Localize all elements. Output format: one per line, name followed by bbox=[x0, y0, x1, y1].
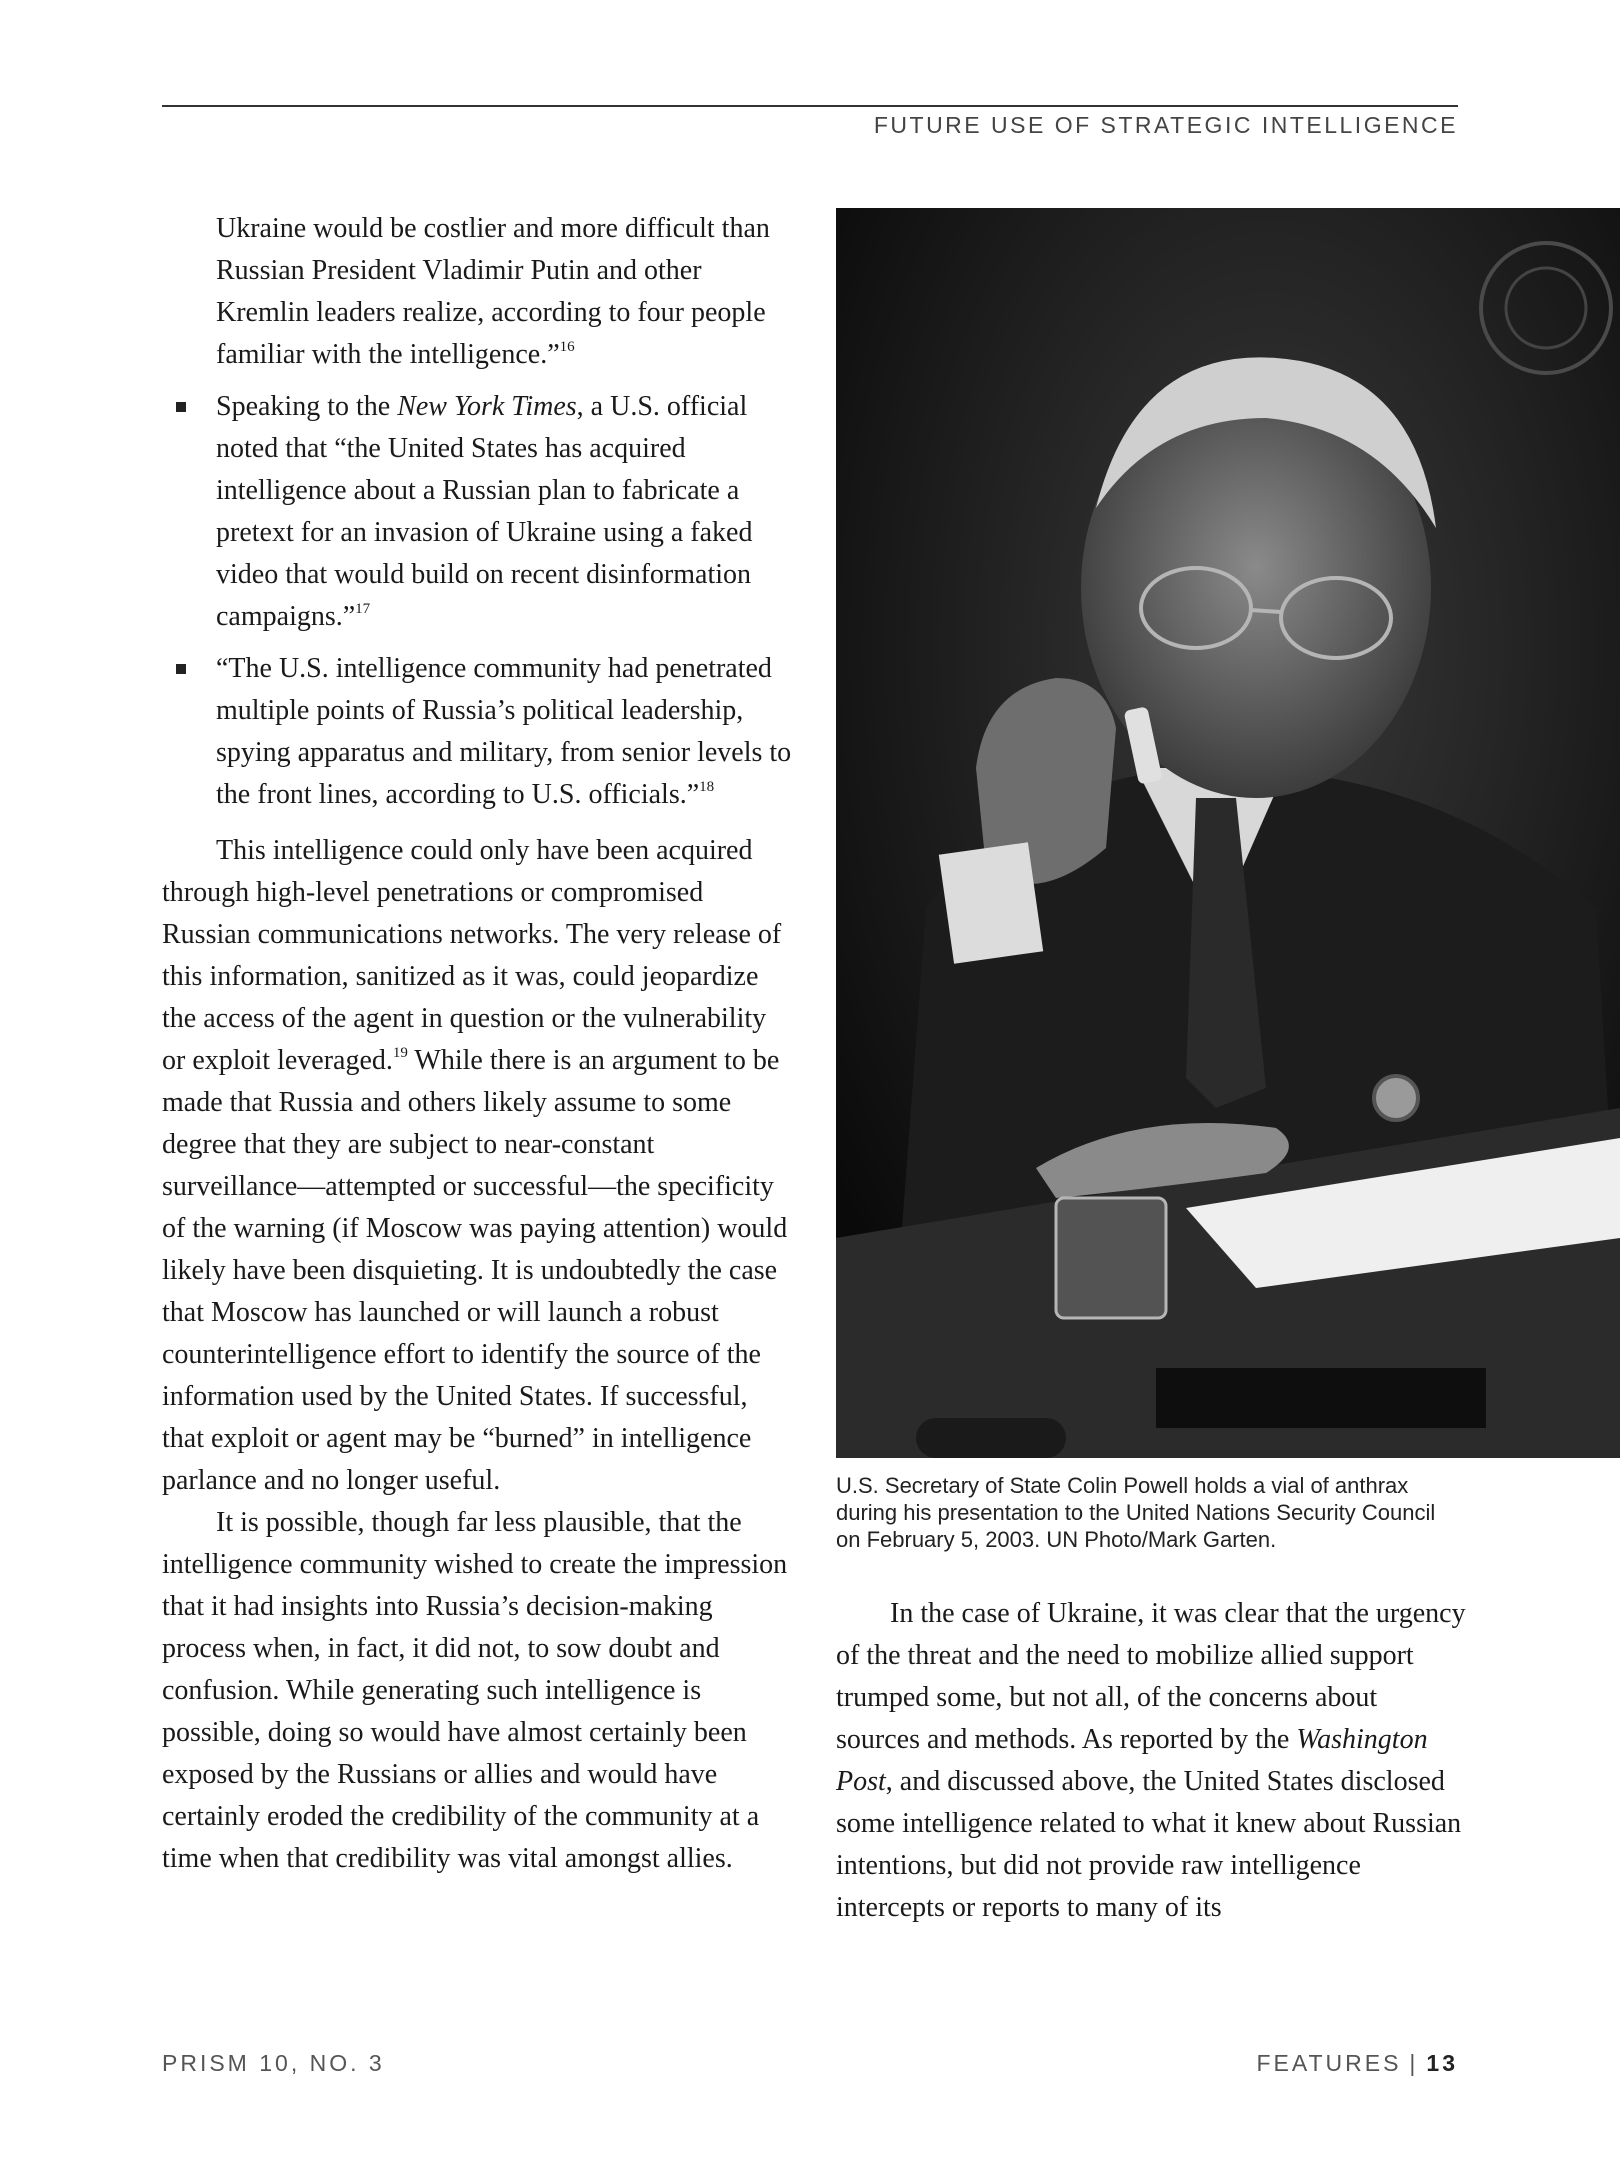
bullet-text-italic: New York Times bbox=[397, 391, 577, 422]
right-column-text bbox=[836, 1593, 1466, 1929]
header-rule bbox=[162, 105, 1458, 107]
photo-caption: U.S. Secretary of State Colin Powell holds a vial of anthrax during his presentation to the United Nations Security Council on February 5, 2003. UN Photo/Mark Garten. bbox=[836, 1473, 1436, 1552]
footer-section-label: FEATURES bbox=[1256, 2050, 1402, 2076]
bullet-item bbox=[162, 386, 792, 638]
photo-colin-powell bbox=[836, 208, 1620, 1458]
body-paragraph bbox=[836, 1593, 1466, 1929]
right-column bbox=[836, 208, 1620, 1929]
footer-journal: PRISM 10, NO. 3 bbox=[162, 2050, 385, 2076]
footnote-ref: 19 bbox=[392, 1045, 408, 1061]
paragraph-text: In the case of Ukraine, it was clear that the urgency of the threat and the need to mobilize allied support trumped some, but not all, of the concerns about sources and methods. As reported by the bbox=[836, 1598, 1466, 1755]
bullet-square-icon bbox=[176, 402, 186, 412]
footer-section bbox=[1256, 2050, 1458, 2077]
photo-illustration bbox=[836, 208, 1620, 1458]
footnote-ref: 18 bbox=[699, 779, 715, 795]
footnote-ref: 16 bbox=[559, 339, 575, 355]
footnote-ref: 17 bbox=[355, 601, 371, 617]
paragraph-text: This intelligence could only have been acquired through high-level penetrations or compromised Russian communications networks. The very release of this information, sanitized as it was, could jeopardize the access of the agent in question or the vulnerability or exploit leveraged. bbox=[162, 835, 782, 1076]
bullet-square-icon bbox=[176, 664, 186, 674]
bullet-text: “The U.S. intelligence community had penetrated multiple points of Russia’s political leadership, spying apparatus and military, from senior levels to the front lines, according to U.S. officials.” bbox=[216, 653, 792, 810]
footer-separator: | bbox=[1409, 2050, 1419, 2076]
left-column bbox=[162, 208, 792, 1880]
body-paragraph bbox=[162, 830, 792, 1502]
bullet-list bbox=[162, 386, 792, 816]
continued-quote bbox=[162, 208, 792, 376]
running-head: FUTURE USE OF STRATEGIC INTELLIGENCE bbox=[873, 112, 1458, 138]
continued-quote-text: Ukraine would be costlier and more difficult than Russian President Vladimir Putin and other Kremlin leaders realize, according to four people familiar with the intelligence.” bbox=[216, 213, 770, 370]
paragraph-text: , and discussed above, the United States disclosed some intelligence related to what it knew about Russian intentions, but did not provide raw intelligence intercepts or reports to many of its bbox=[836, 1766, 1462, 1923]
paragraph-text-italic: Washington Post bbox=[836, 1724, 1428, 1797]
bullet-item bbox=[162, 648, 792, 816]
paragraph-text: While there is an argument to be made that Russia and others likely assume to some degree that they are subject to near-constant surveillance—attempted or successful—the specificity of the warning (if Moscow was paying attention) would likely have been disquieting. It is undoubtedly the case that Moscow has launched or will launch a robust counterintelligence effort to identify the source of the information used by the United States. If successful, that exploit or agent may be “burned” in intelligence parlance and no longer useful. bbox=[162, 1045, 788, 1496]
bullet-text: , a U.S. official noted that “the United States has acquired intelligence about a Russian plan to fabricate a pretext for an invasion of Ukraine using a faked video that would build on recent disinformation campaigns.” bbox=[216, 391, 753, 632]
page-number: 13 bbox=[1426, 2050, 1458, 2076]
bullet-text: Speaking to the bbox=[216, 391, 398, 422]
body-paragraph: It is possible, though far less plausible, that the intelligence community wished to create the impression that it had insights into Russia’s decision-making process when, in fact, it did not, to sow doubt and confusion. While generating such intelligence is possible, doing so would have almost certainly been exposed by the Russians or allies and would have certainly eroded the credibility of the community at a time when that credibility was vital amongst allies. bbox=[162, 1507, 788, 1874]
